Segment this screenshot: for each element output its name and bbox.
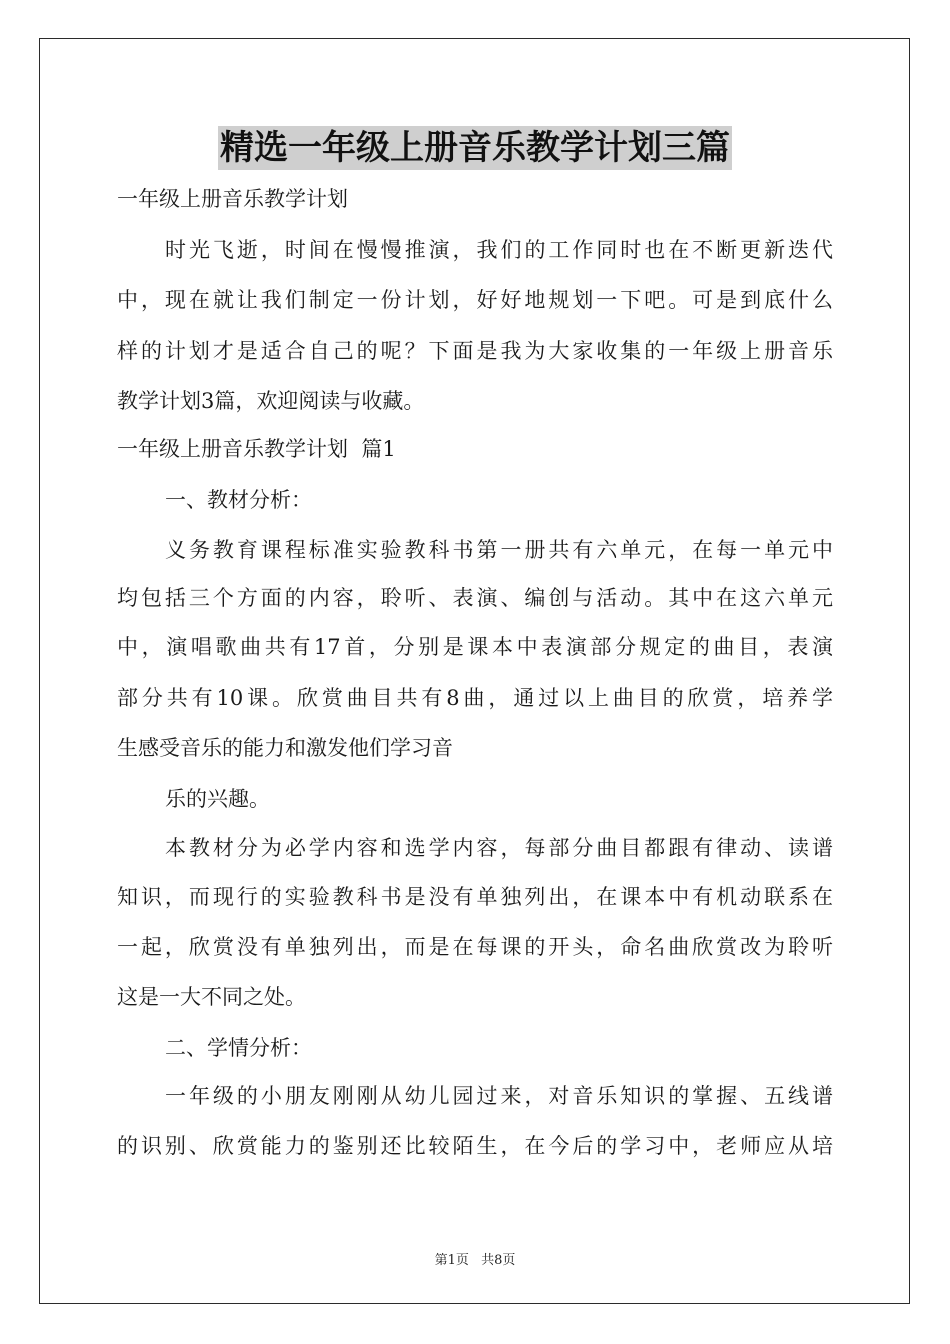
subsection-heading: 一、教材分析： — [165, 488, 312, 512]
title-container — [0, 126, 950, 170]
document-title: 精选一年级上册音乐教学计划三篇 — [220, 128, 730, 168]
paragraph-line: 乐的兴趣。 — [165, 787, 270, 811]
paragraph-line: 的识别、欣赏能力的鉴别还比较陌生，在今后的学习中，老师应从培 — [117, 1134, 833, 1158]
paragraph-line: 中，现在就让我们制定一份计划，好好地规划一下吧。可是到底什么 — [117, 288, 833, 312]
paragraph-line: 均包括三个方面的内容，聆听、表演、编创与活动。其中在这六单元 — [117, 586, 833, 610]
section-heading: 一年级上册音乐教学计划 — [117, 187, 348, 211]
paragraph-line: 部分共有10课。欣赏曲目共有8曲，通过以上曲目的欣赏，培养学 — [117, 686, 833, 710]
paragraph-line: 样的计划才是适合自己的呢？下面是我为大家收集的一年级上册音乐 — [117, 339, 833, 363]
paragraph-line: 本教材分为必学内容和选学内容，每部分曲目都跟有律动、读谱 — [165, 836, 833, 860]
paragraph-line: 一年级的小朋友刚刚从幼儿园过来，对音乐知识的掌握、五线谱 — [165, 1084, 833, 1108]
page-total: 共8页 — [481, 1253, 516, 1268]
subsection-heading: 二、学情分析： — [165, 1036, 312, 1060]
paragraph-line: 中，演唱歌曲共有17首，分别是课本中表演部分规定的曲目，表演 — [117, 635, 833, 659]
paragraph-line: 时光飞逝，时间在慢慢推演，我们的工作同时也在不断更新迭代 — [165, 238, 833, 262]
paragraph-line: 知识，而现行的实验教科书是没有单独列出，在课本中有机动联系在 — [117, 885, 833, 909]
page-number: 第1页 — [434, 1253, 469, 1268]
paragraph-line: 教学计划3篇，欢迎阅读与收藏。 — [117, 389, 425, 413]
page-footer — [0, 1249, 950, 1268]
paragraph-line: 生感受音乐的能力和激发他们学习音 — [117, 736, 453, 760]
paragraph-line: 义务教育课程标准实验教科书第一册共有六单元，在每一单元中 — [165, 538, 833, 562]
page-border — [39, 38, 910, 1304]
paragraph-line: 这是一大不同之处。 — [117, 985, 306, 1009]
paragraph-line: 一起，欣赏没有单独列出，而是在每课的开头，命名曲欣赏改为聆听 — [117, 935, 833, 959]
section-heading: 一年级上册音乐教学计划 篇1 — [117, 437, 396, 461]
